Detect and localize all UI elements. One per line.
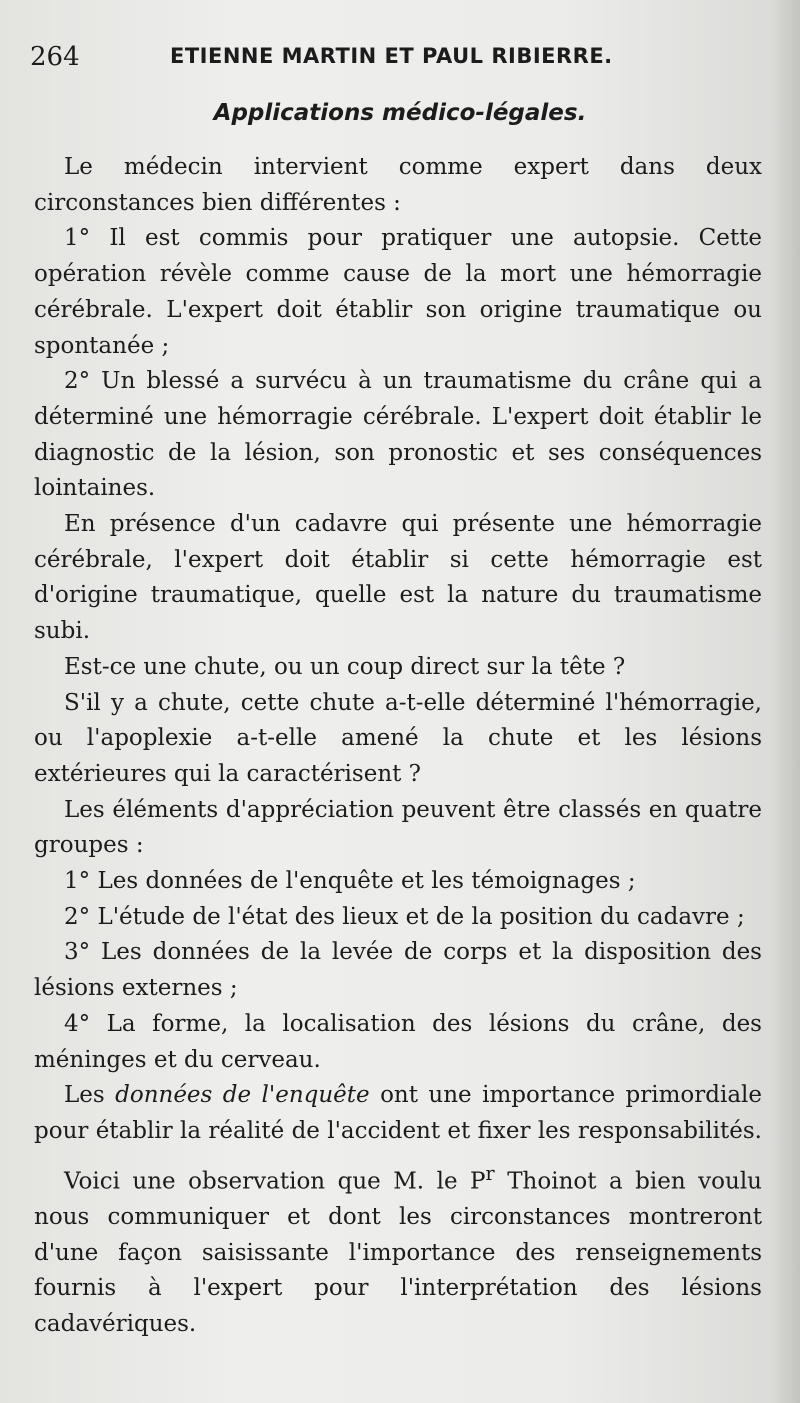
page-header xyxy=(30,38,760,78)
paragraph xyxy=(34,1078,762,1149)
paragraph-text: ont une importance primordiale pour établir la réalité de l'accident et fixer les responsabilités. xyxy=(34,1082,762,1144)
paragraph: 2° L'étude de l'état des lieux et de la position du cadavre ; xyxy=(64,903,745,930)
paragraph xyxy=(34,1156,762,1343)
page-number: 264 xyxy=(30,42,80,72)
body-text xyxy=(34,150,762,1343)
paragraph-text: Voici une observation que M. le P xyxy=(64,1168,486,1195)
paragraph: 4° La forme, la localisation des lésions du crâne, des méninges et du cerveau. xyxy=(34,1010,762,1073)
paragraph: Le médecin intervient comme expert dans deux circonstances bien différentes : xyxy=(34,154,762,216)
paragraph-text: Les xyxy=(64,1082,116,1109)
section-title: Applications médico-légales. xyxy=(213,100,587,126)
paragraph: 1° Les données de l'enquête et les témoignages ; xyxy=(64,868,636,895)
running-title: ETIENNE MARTIN ET PAUL RIBIERRE. xyxy=(170,44,613,68)
paragraph: Les éléments d'appréciation peuvent être classés en quatre groupes : xyxy=(34,796,762,859)
paragraph: En présence d'un cadavre qui présente une hémorragie cérébrale, l'expert doit établir si cette hémorragie est d'origine traumatique, quelle est la nature du traumatisme subi. xyxy=(34,511,762,645)
paragraph: 2° Un blessé a survécu à un traumatisme du crâne qui a déterminé une hémorragie cérébrale. L'expert doit établir le diagnostic de la lésion, son pronostic et ses conséquences lointaines. xyxy=(34,368,762,502)
paragraph: S'il y a chute, cette chute a-t-elle déterminé l'hémorragie, ou l'apoplexie a-t-elle amené la chute et les lésions extérieures qui la caractérisent ? xyxy=(34,689,762,787)
page-edge-shadow xyxy=(770,0,800,1403)
paragraph: 3° Les données de la levée de corps et la disposition des lésions externes ; xyxy=(34,939,762,1002)
superscript: r xyxy=(485,1161,495,1185)
paragraph-text: Thoinot a bien voulu nous communiquer et dont les circonstances montreront d'une façon saisissante l'importance des renseignements fournis à l'expert pour l'interprétation des lésions cadavériques. xyxy=(34,1168,762,1338)
emphasis: données de l'enquête xyxy=(115,1082,370,1109)
paragraph: 1° Il est commis pour pratiquer une autopsie. Cette opération révèle comme cause de la mort une hémorragie cérébrale. L'expert doit établir son origine traumatique ou spontanée ; xyxy=(34,225,762,359)
paragraph: Est-ce une chute, ou un coup direct sur la tête ? xyxy=(64,653,626,680)
